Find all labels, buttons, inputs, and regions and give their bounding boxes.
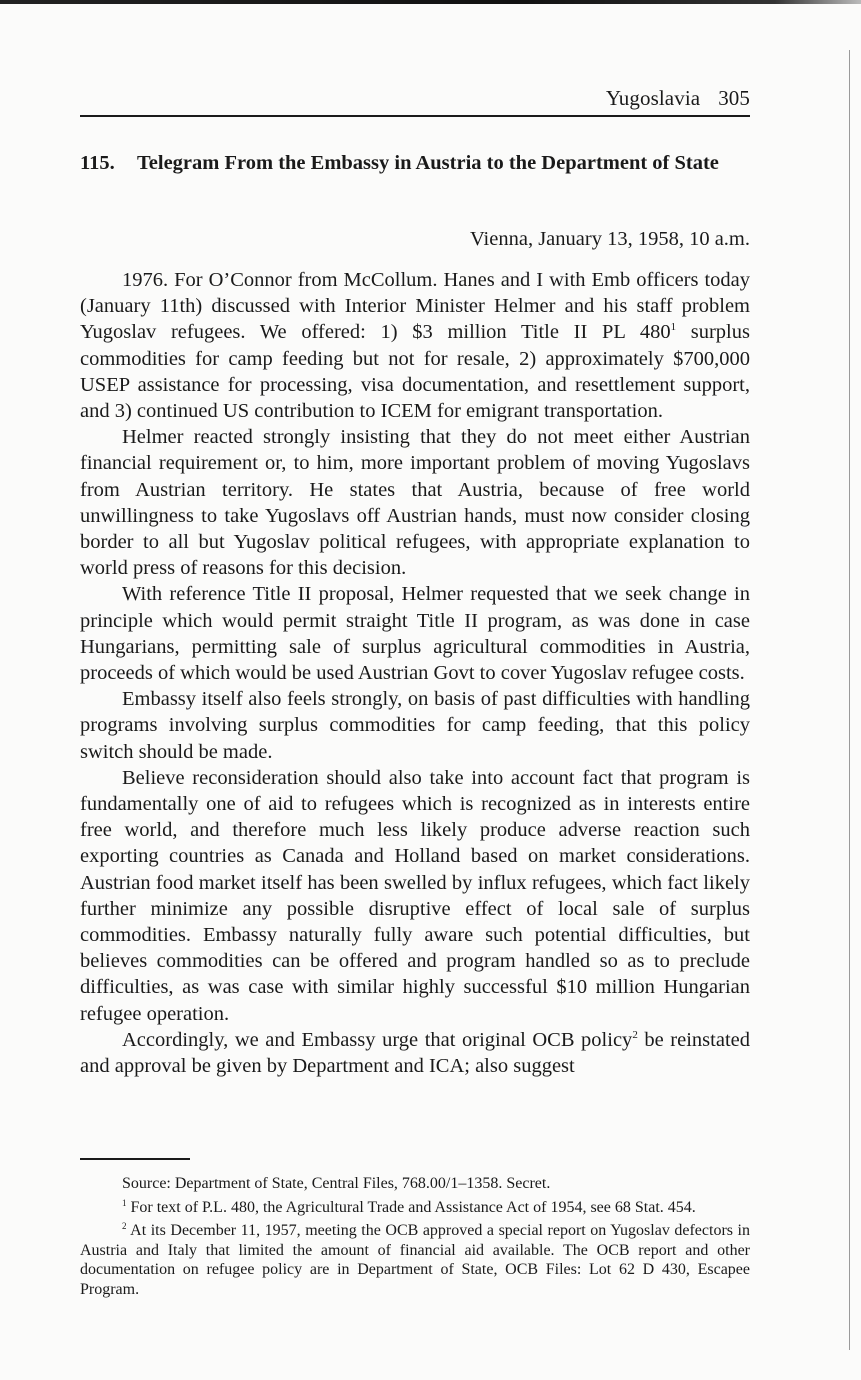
paragraph: Believe reconsideration should also take into account fact that program is fundamentally one of aid to refugees which is recognized as in interests entire free world, and therefore much less likely produce adverse reaction such exporting countries as Canada and Holland based on market considerations. Austrian food market itself has been swelled by influx refugees, which fact likely further minimize any possible disruptive effect of local sale of surplus commodities. Embassy naturally fully aware such potential difficulties, but believes commodities can be offered and program handled so as to preclude difficulties, as was case with similar highly successful $10 million Hungarian refugee operation.: [80, 766, 750, 1025]
paragraph: 1976. For O’Connor from McCollum. Hanes and I with Emb officers today (January 11th) discussed with Interior Minister Helmer and his staff problem Yugoslav refugees. We offered: 1) $3 million Title II PL $480^1$ surplus commodities for camp feeding but not for resale, 2) approximately $700,000 USEP assistance for processing, visa documentation, and resettlement support, and 3) continued US contribution to ICEM for emigrant transportation.: [80, 269, 750, 423]
footnote-ref-1[interactable]: 1: [670, 321, 677, 334]
paragraph: Accordingly, we and Embassy urge that original OCB policy$^2$ be reinstated and approval be given by Department and ICA; also suggest: [80, 1028, 750, 1078]
document-number: 115.: [80, 152, 115, 174]
running-head-section: Yugoslavia: [605, 86, 701, 110]
footnote-ref-2[interactable]: 2: [632, 1028, 638, 1041]
footnote-2: $^2$ At its December 11, 1957, meeting the OCB approved a special report on Yugoslav defectors in Austria and Italy that limited the amount of financial aid available. The OCB report and other documentation on refugee policy are in Department of State, OCB Files: Lot 62 D 430, Escapee Program.: [80, 1221, 750, 1298]
document-heading: [80, 150, 750, 177]
scan-edge-right: [849, 50, 850, 1350]
footnotes: [80, 1174, 750, 1304]
paragraph: Helmer reacted strongly insisting that they do not meet either Austrian financial requirement or, to him, more important problem of moving Yugoslavs from Austrian territory. He states that Austria, because of free world unwillingness to take Yugoslavs off Austrian hands, must now consider closing border to all but Yugoslav political refugees, with appropriate explanation to world press of reasons for this decision.: [80, 426, 750, 580]
scan-edge-top: [0, 0, 861, 4]
paragraph: Embassy itself also feels strongly, on basis of past difficulties with handling programs involving surplus commodities for camp feeding, that this policy switch should be made.: [80, 688, 750, 763]
header-rule: [80, 115, 750, 117]
footnote-rule: [80, 1158, 190, 1160]
paragraph: With reference Title II proposal, Helmer requested that we seek change in principle which would permit straight Title II program, as was done in case Hungarians, permitting sale of surplus agricultural commodities in Austria, proceeds of which would be used Austrian Govt to cover Yugoslav refugee costs.: [80, 583, 750, 685]
page-number: 305: [718, 86, 750, 110]
running-head: [606, 86, 750, 111]
source-note: Source: Department of State, Central Files, 768.00/1–1358. Secret.: [122, 1175, 551, 1192]
document-title: Telegram From the Embassy in Austria to the Department of State: [137, 152, 719, 174]
document-body: [80, 267, 750, 1079]
footnote-1: $^1$ For text of P.L. 480, the Agricultural Trade and Assistance Act of 1954, see 68 Stat. 454.: [122, 1197, 696, 1216]
dateline: Vienna, January 13, 1958, 10 a.m.: [469, 228, 750, 250]
